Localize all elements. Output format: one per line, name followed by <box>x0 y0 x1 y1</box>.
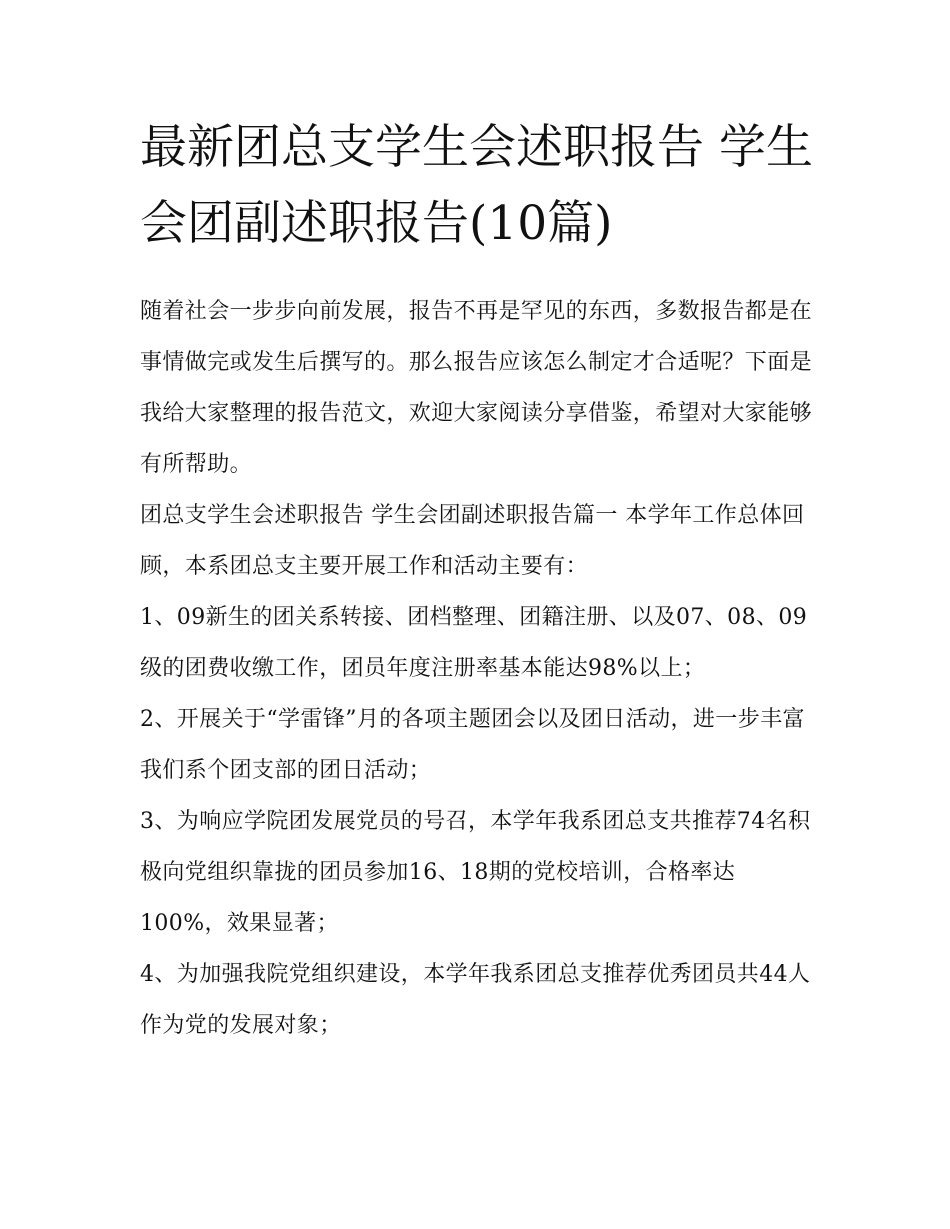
list-item-1: 1、09新生的团关系转接、团档整理、团籍注册、以及07、08、09级的团费收缴工作，团员年度注册率基本能达98%以上； <box>140 605 808 681</box>
document-title: 最新团总支学生会述职报告 学生会团副述职报告(10篇) <box>140 120 813 251</box>
document-page <box>140 110 820 1051</box>
list-item-2: 2、开展关于“学雷锋”月的各项主题团会以及团日活动，进一步丰富我们系个团支部的团日活动； <box>140 707 805 783</box>
section-heading-paragraph: 团总支学生会述职报告 学生会团副述职报告篇一 本学年工作总体回顾，本系团总支主要开展工作和活动主要有： <box>140 503 805 579</box>
list-item-4: 4、为加强我院党组织建设，本学年我系团总支推荐优秀团员共44人作为党的发展对象； <box>140 962 811 1038</box>
intro-paragraph: 随着社会一步步向前发展，报告不再是罕见的东西，多数报告都是在事情做完或发生后撰写的。那么报告应该怎么制定才合适呢？下面是我给大家整理的报告范文，欢迎大家阅读分享借鉴，希望对大家能够有所帮助。 <box>140 299 813 477</box>
list-item-3: 3、为响应学院团发展党员的号召，本学年我系团总支共推荐74名积极向党组织靠拢的团员参加16、18期的党校培训，合格率达100%，效果显著； <box>140 809 811 936</box>
